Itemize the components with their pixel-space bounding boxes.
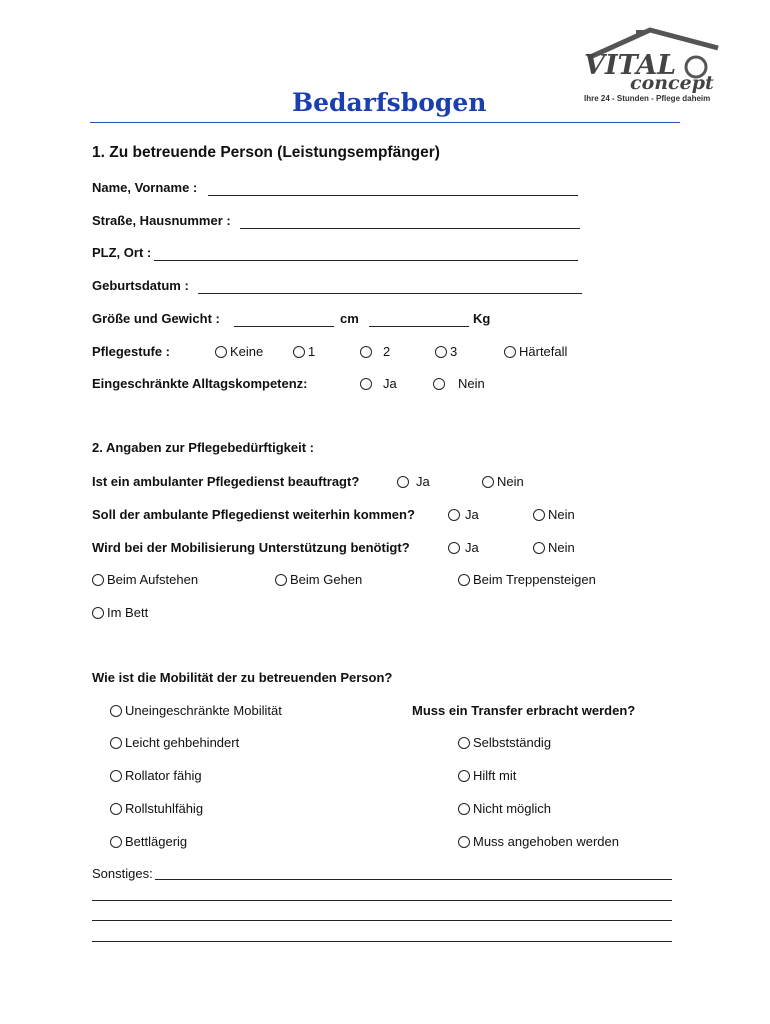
radio-icon[interactable] xyxy=(448,542,460,554)
misc-input-line-4[interactable] xyxy=(92,941,672,942)
street-input-line[interactable] xyxy=(240,228,580,229)
competence-nein[interactable]: Nein xyxy=(433,376,485,391)
q-mobilization-ja[interactable]: Ja xyxy=(448,540,479,555)
mob-aufstehen[interactable]: Beim Aufstehen xyxy=(92,572,198,587)
mobility-uneingeschraenkt[interactable]: Uneingeschränkte Mobilität xyxy=(110,703,282,718)
mobility-rollstuhl[interactable]: Rollstuhlfähig xyxy=(110,801,203,816)
logo-text-vital: VITAL xyxy=(584,50,677,81)
care-level-keine[interactable]: Keine xyxy=(215,344,263,359)
misc-input-line-1[interactable] xyxy=(155,879,672,880)
radio-icon[interactable] xyxy=(360,346,372,358)
radio-icon[interactable] xyxy=(110,705,122,717)
radio-icon[interactable] xyxy=(533,509,545,521)
radio-icon[interactable] xyxy=(293,346,305,358)
radio-icon[interactable] xyxy=(435,346,447,358)
q-ambulant-label: Ist ein ambulanter Pflegedienst beauftragt? xyxy=(92,474,360,489)
birthdate-label: Geburtsdatum : xyxy=(92,278,189,293)
title-divider xyxy=(90,122,680,123)
radio-icon[interactable] xyxy=(448,509,460,521)
radio-icon[interactable] xyxy=(458,737,470,749)
q-continue-label: Soll der ambulante Pflegedienst weiterhin kommen? xyxy=(92,507,415,522)
radio-icon[interactable] xyxy=(110,770,122,782)
name-label: Name, Vorname : xyxy=(92,180,198,195)
competence-ja[interactable]: Ja xyxy=(360,376,397,391)
radio-icon[interactable] xyxy=(275,574,287,586)
page-title: Bedarfsbogen xyxy=(292,88,487,117)
height-input-line[interactable] xyxy=(234,326,334,327)
care-level-haertefall[interactable]: Härtefall xyxy=(504,344,567,359)
name-input-line[interactable] xyxy=(208,195,578,196)
q-continue-ja[interactable]: Ja xyxy=(448,507,479,522)
radio-icon[interactable] xyxy=(458,770,470,782)
q-continue-nein[interactable]: Nein xyxy=(533,507,575,522)
plz-label: PLZ, Ort : xyxy=(92,245,152,260)
competence-label: Eingeschränkte Alltagskompetenz: xyxy=(92,376,308,391)
care-level-1[interactable]: 1 xyxy=(293,344,315,359)
misc-input-line-2[interactable] xyxy=(92,900,672,901)
radio-icon[interactable] xyxy=(215,346,227,358)
mobility-heading: Wie ist die Mobilität der zu betreuenden Person? xyxy=(92,670,393,685)
mob-im-bett[interactable]: Im Bett xyxy=(92,605,148,620)
radio-icon[interactable] xyxy=(92,607,104,619)
radio-icon[interactable] xyxy=(504,346,516,358)
radio-icon[interactable] xyxy=(458,574,470,586)
transfer-heading: Muss ein Transfer erbracht werden? xyxy=(412,703,636,718)
unit-cm: cm xyxy=(340,311,359,326)
radio-icon[interactable] xyxy=(110,803,122,815)
radio-icon[interactable] xyxy=(533,542,545,554)
logo-text-concept: concept xyxy=(630,72,714,94)
size-weight-label: Größe und Gewicht : xyxy=(92,311,220,326)
mob-gehen[interactable]: Beim Gehen xyxy=(275,572,362,587)
radio-icon[interactable] xyxy=(458,836,470,848)
birthdate-input-line[interactable] xyxy=(198,293,582,294)
section2-heading: 2. Angaben zur Pflegebedürftigkeit : xyxy=(92,440,314,455)
plz-input-line[interactable] xyxy=(154,260,578,261)
mobility-bettlaegerig[interactable]: Bettlägerig xyxy=(110,834,187,849)
transfer-selbststaendig[interactable]: Selbstständig xyxy=(458,735,551,750)
street-label: Straße, Hausnummer : xyxy=(92,213,231,228)
unit-kg: Kg xyxy=(473,311,491,326)
q-ambulant-ja[interactable]: Ja xyxy=(397,474,430,489)
radio-icon[interactable] xyxy=(482,476,494,488)
misc-label: Sonstiges: xyxy=(92,866,153,881)
care-level-label: Pflegestufe : xyxy=(92,344,171,359)
transfer-nicht-moeglich[interactable]: Nicht möglich xyxy=(458,801,551,816)
radio-icon[interactable] xyxy=(458,803,470,815)
radio-icon[interactable] xyxy=(433,378,445,390)
transfer-hilft-mit[interactable]: Hilft mit xyxy=(458,768,516,783)
radio-icon[interactable] xyxy=(360,378,372,390)
radio-icon[interactable] xyxy=(110,836,122,848)
logo-tagline: Ihre 24 - Stunden - Pflege daheim xyxy=(584,94,711,103)
transfer-angehoben[interactable]: Muss angehoben werden xyxy=(458,834,619,849)
misc-input-line-3[interactable] xyxy=(92,920,672,921)
radio-icon[interactable] xyxy=(92,574,104,586)
weight-input-line[interactable] xyxy=(369,326,469,327)
q-mobilization-nein[interactable]: Nein xyxy=(533,540,575,555)
care-level-3[interactable]: 3 xyxy=(435,344,457,359)
section1-heading: 1. Zu betreuende Person (Leistungsempfänger) xyxy=(92,144,440,161)
radio-icon[interactable] xyxy=(397,476,409,488)
care-level-2[interactable]: 2 xyxy=(360,344,390,359)
q-mobilization-label: Wird bei der Mobilisierung Unterstützung benötigt? xyxy=(92,540,410,555)
q-ambulant-nein[interactable]: Nein xyxy=(482,474,524,489)
mob-treppensteigen[interactable]: Beim Treppensteigen xyxy=(458,572,596,587)
mobility-rollator[interactable]: Rollator fähig xyxy=(110,768,202,783)
radio-icon[interactable] xyxy=(110,737,122,749)
mobility-leicht-gehbehindert[interactable]: Leicht gehbehindert xyxy=(110,735,239,750)
